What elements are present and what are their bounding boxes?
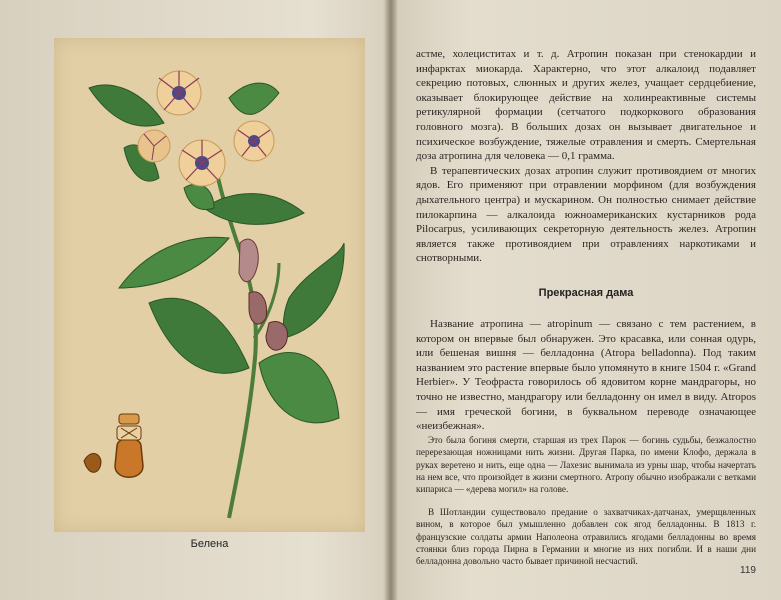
book-gutter	[384, 0, 398, 600]
small-text-block	[416, 425, 756, 505]
botanical-plate	[54, 38, 365, 532]
right-page-intro	[416, 47, 756, 266]
paragraph: В Шотландии существовало предание о захватчиках-датчанах, умерщвленных вином, в которое был умышленно добавлен сок ягод белладонны. В 1813 г. французские солдаты армии Наполеона отравились ягодами белладонны во время стоянки близ города Пирна в Германии и многие из них погибли. И в наши дни белладонна довольно часто бывает причиной несчастий.	[416, 507, 756, 567]
section-text	[416, 317, 756, 434]
paragraph: Название атропина — atropinum — связано с тем растением, в котором он впервые был обнаружен. Это красавка, или сонная одурь, или бешеная вишня — белладонна (Atropa belladonna). Под таким названием это растение впервые было упомянуто в книге 1504 г. «Grand Herbier». У Теофраста говорилось об ядовитом корне мандрагоры, но точно не известно, мандрагору или белладонну он имел в виду. Atropos — имя греческой богини, в буквальном переводе означающее «неизбежная».	[416, 318, 756, 433]
seed-capsule-illustration	[79, 406, 159, 486]
paragraph: астме, холециститах и т. д. Атропин показан при стенокардии и инфарктах миокарда. Характерно, что этот алкалоид подавляет секрецию потовых, слюнных и других желез, учащает сердцебиение, оказывает блокирующее действие на холинреактивные системы ретикулярной формации (сетчатого подкоркового образования головного мозга). В больших дозах он вызывает двигательное и психическое возбуждение, тяжелые отравления и смерть. Смертельная доза атропина для человека — 0,1 грамма.	[416, 48, 756, 163]
small-text-block	[416, 497, 756, 577]
page-number: 119	[740, 565, 756, 576]
paragraph: В терапевтических дозах атропин служит противоядием от многих ядов. Его применяют при отравлении морфином (для возбуждения дыхательного центра) и мускарином. Он полностью снимает действие пилокарпина — алкалоида южноамериканских кустарников рода Pilocarpus, усиливающих секреторную деятельность желез. Атропин является также противоядием при отравлениях наркотиками и снотворными.	[416, 164, 756, 265]
section-heading: Прекрасная дама	[538, 287, 634, 299]
plate-caption: Белена	[190, 538, 229, 550]
paragraph: Это была богиня смерти, старшая из трех Парок — богинь судьбы, безжалостно перерезающая ножницами нить жизни. Другая Парка, по имени Клофо, держала в руках веретено и нить, еще одна — Лахезис вынимала из урны шар, чтобы начертать на нем все, что произойдет в жизни смертного. Атропу обычно изображали с ветками кипариса — «дерева могил» на голове.	[416, 435, 756, 495]
